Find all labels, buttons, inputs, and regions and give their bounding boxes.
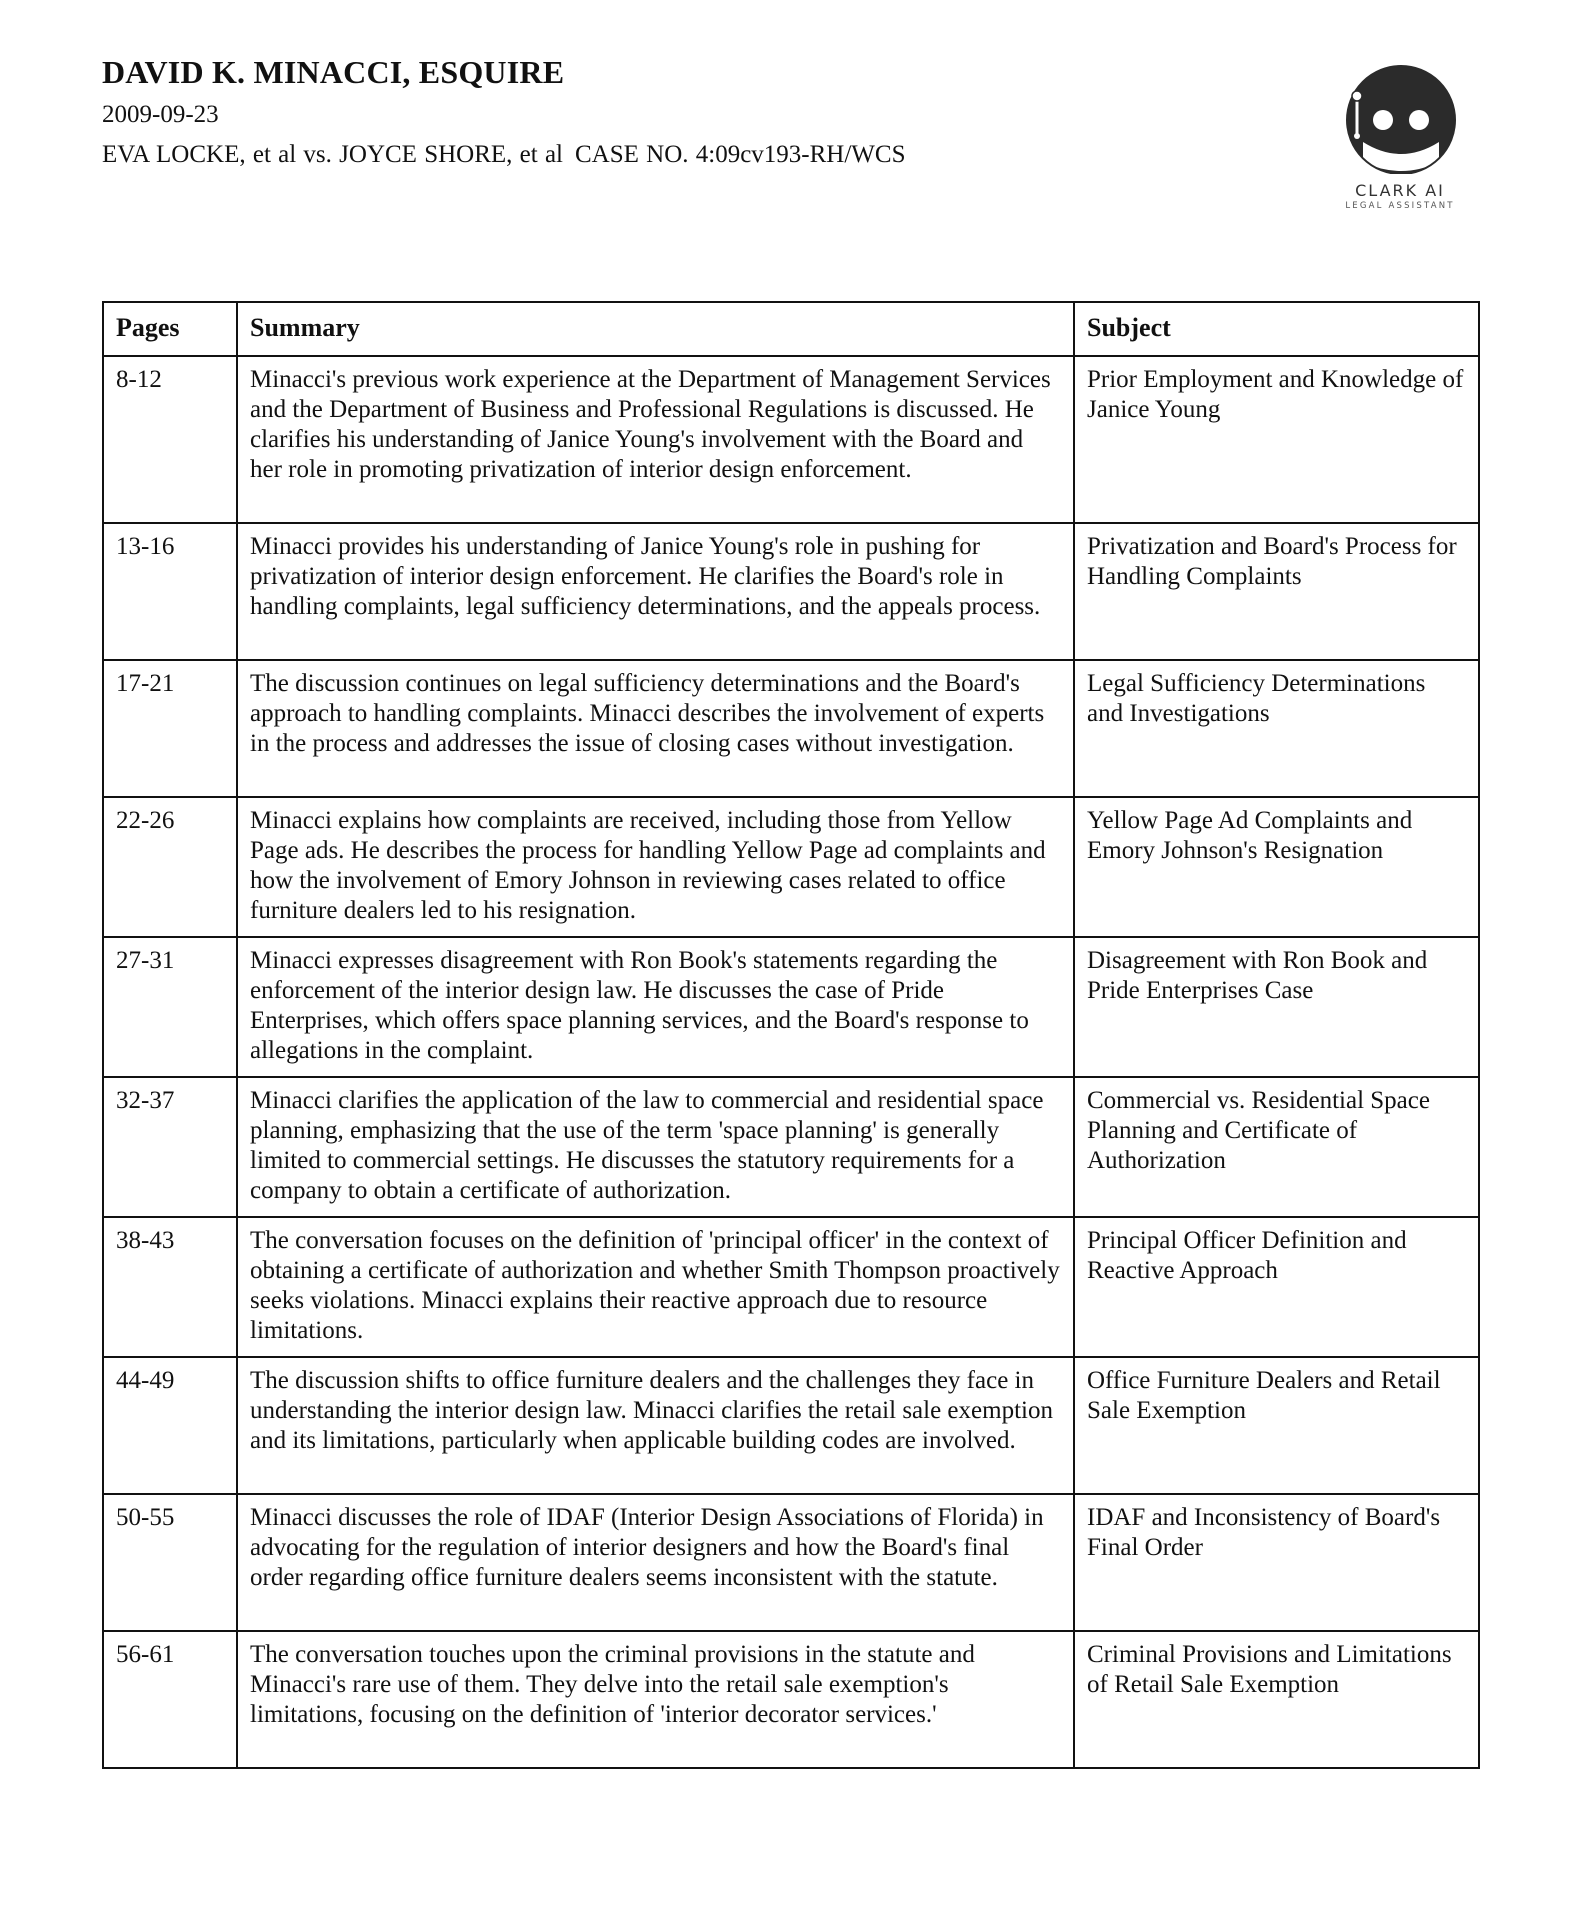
document-header [102,50,1302,172]
cell-subject: Principal Officer Definition and Reactive Approach [1074,1217,1479,1357]
deposition-date: 2009-09-23 [102,101,219,128]
table-row [103,523,1479,660]
cell-subject: Prior Employment and Knowledge of Janice Young [1074,356,1479,523]
table-row [103,937,1479,1077]
cell-pages: 56-61 [103,1631,237,1768]
case-parties: EVA LOCKE, et al vs. JOYCE SHORE, et al [102,141,563,168]
cell-pages: 32-37 [103,1077,237,1217]
case-number: CASE NO. 4:09cv193-RH/WCS [575,141,906,168]
cell-subject: Yellow Page Ad Complaints and Emory Johnson's Resignation [1074,797,1479,937]
cell-subject: Criminal Provisions and Limitations of Retail Sale Exemption [1074,1631,1479,1768]
table-row [103,1357,1479,1494]
cell-summary: Minacci expresses disagreement with Ron Book's statements regarding the enforcement of the interior design law. He discusses the case of Pride Enterprises, which offers space planning services, and the Board's response to allegations in the complaint. [237,937,1074,1077]
table-row [103,1077,1479,1217]
cell-subject: Legal Sufficiency Determinations and Investigations [1074,660,1479,797]
cell-subject: Commercial vs. Residential Space Planning and Certificate of Authorization [1074,1077,1479,1217]
clark-ai-logo [1330,62,1470,212]
column-header-summary: Summary [237,302,1074,356]
cell-pages: 17-21 [103,660,237,797]
table-row [103,660,1479,797]
table-row [103,1494,1479,1631]
document-title: DAVID K. MINACCI, ESQUIRE [102,54,565,90]
cell-summary: The discussion shifts to office furniture dealers and the challenges they face in understanding the interior design law. Minacci clarifies the retail sale exemption and its limitations, particularly when applicable building codes are involved. [237,1357,1074,1494]
table-header-row [103,302,1479,356]
cell-subject: IDAF and Inconsistency of Board's Final Order [1074,1494,1479,1631]
cell-pages: 8-12 [103,356,237,523]
deposition-summary-table [102,301,1480,1769]
cell-pages: 22-26 [103,797,237,937]
cell-pages: 44-49 [103,1357,237,1494]
cell-pages: 38-43 [103,1217,237,1357]
column-header-pages: Pages [103,302,237,356]
logo-tagline: LEGAL ASSISTANT [1345,201,1455,211]
cell-subject: Privatization and Board's Process for Handling Complaints [1074,523,1479,660]
cell-summary: Minacci's previous work experience at the Department of Management Services and the Department of Business and Professional Regulations is discussed. He clarifies his understanding of Janice Young's involvement with the Board and her role in promoting privatization of interior design enforcement. [237,356,1074,523]
cell-summary: Minacci discusses the role of IDAF (Interior Design Associations of Florida) in advocating for the regulation of interior designers and how the Board's final order regarding office furniture dealers seems inconsistent with the statute. [237,1494,1074,1631]
cell-pages: 13-16 [103,523,237,660]
robot-face-icon [1341,62,1459,174]
case-caption [102,138,1302,172]
cell-subject: Disagreement with Ron Book and Pride Enterprises Case [1074,937,1479,1077]
cell-summary: The conversation focuses on the definition of 'principal officer' in the context of obtaining a certificate of authorization and whether Smith Thompson proactively seeks violations. Minacci explains their reactive approach due to resource limitations. [237,1217,1074,1357]
cell-pages: 27-31 [103,937,237,1077]
table-row [103,1217,1479,1357]
column-header-subject: Subject [1074,302,1479,356]
cell-summary: The discussion continues on legal sufficiency determinations and the Board's approach to handling complaints. Minacci describes the involvement of experts in the process and addresses the issue of closing cases without investigation. [237,660,1074,797]
table-row [103,356,1479,523]
table-row [103,797,1479,937]
logo-name: CLARK AI [1355,181,1445,200]
table-row [103,1631,1479,1768]
cell-pages: 50-55 [103,1494,237,1631]
cell-subject: Office Furniture Dealers and Retail Sale Exemption [1074,1357,1479,1494]
cell-summary: The conversation touches upon the criminal provisions in the statute and Minacci's rare use of them. They delve into the retail sale exemption's limitations, focusing on the definition of 'interior decorator services.' [237,1631,1074,1768]
cell-summary: Minacci explains how complaints are received, including those from Yellow Page ads. He describes the process for handling Yellow Page ad complaints and how the involvement of Emory Johnson in reviewing cases related to office furniture dealers led to his resignation. [237,797,1074,937]
cell-summary: Minacci provides his understanding of Janice Young's role in pushing for privatization of interior design enforcement. He clarifies the Board's role in handling complaints, legal sufficiency determinations, and the appeals process. [237,523,1074,660]
cell-summary: Minacci clarifies the application of the law to commercial and residential space planning, emphasizing that the use of the term 'space planning' is generally limited to commercial settings. He discusses the statutory requirements for a company to obtain a certificate of authorization. [237,1077,1074,1217]
